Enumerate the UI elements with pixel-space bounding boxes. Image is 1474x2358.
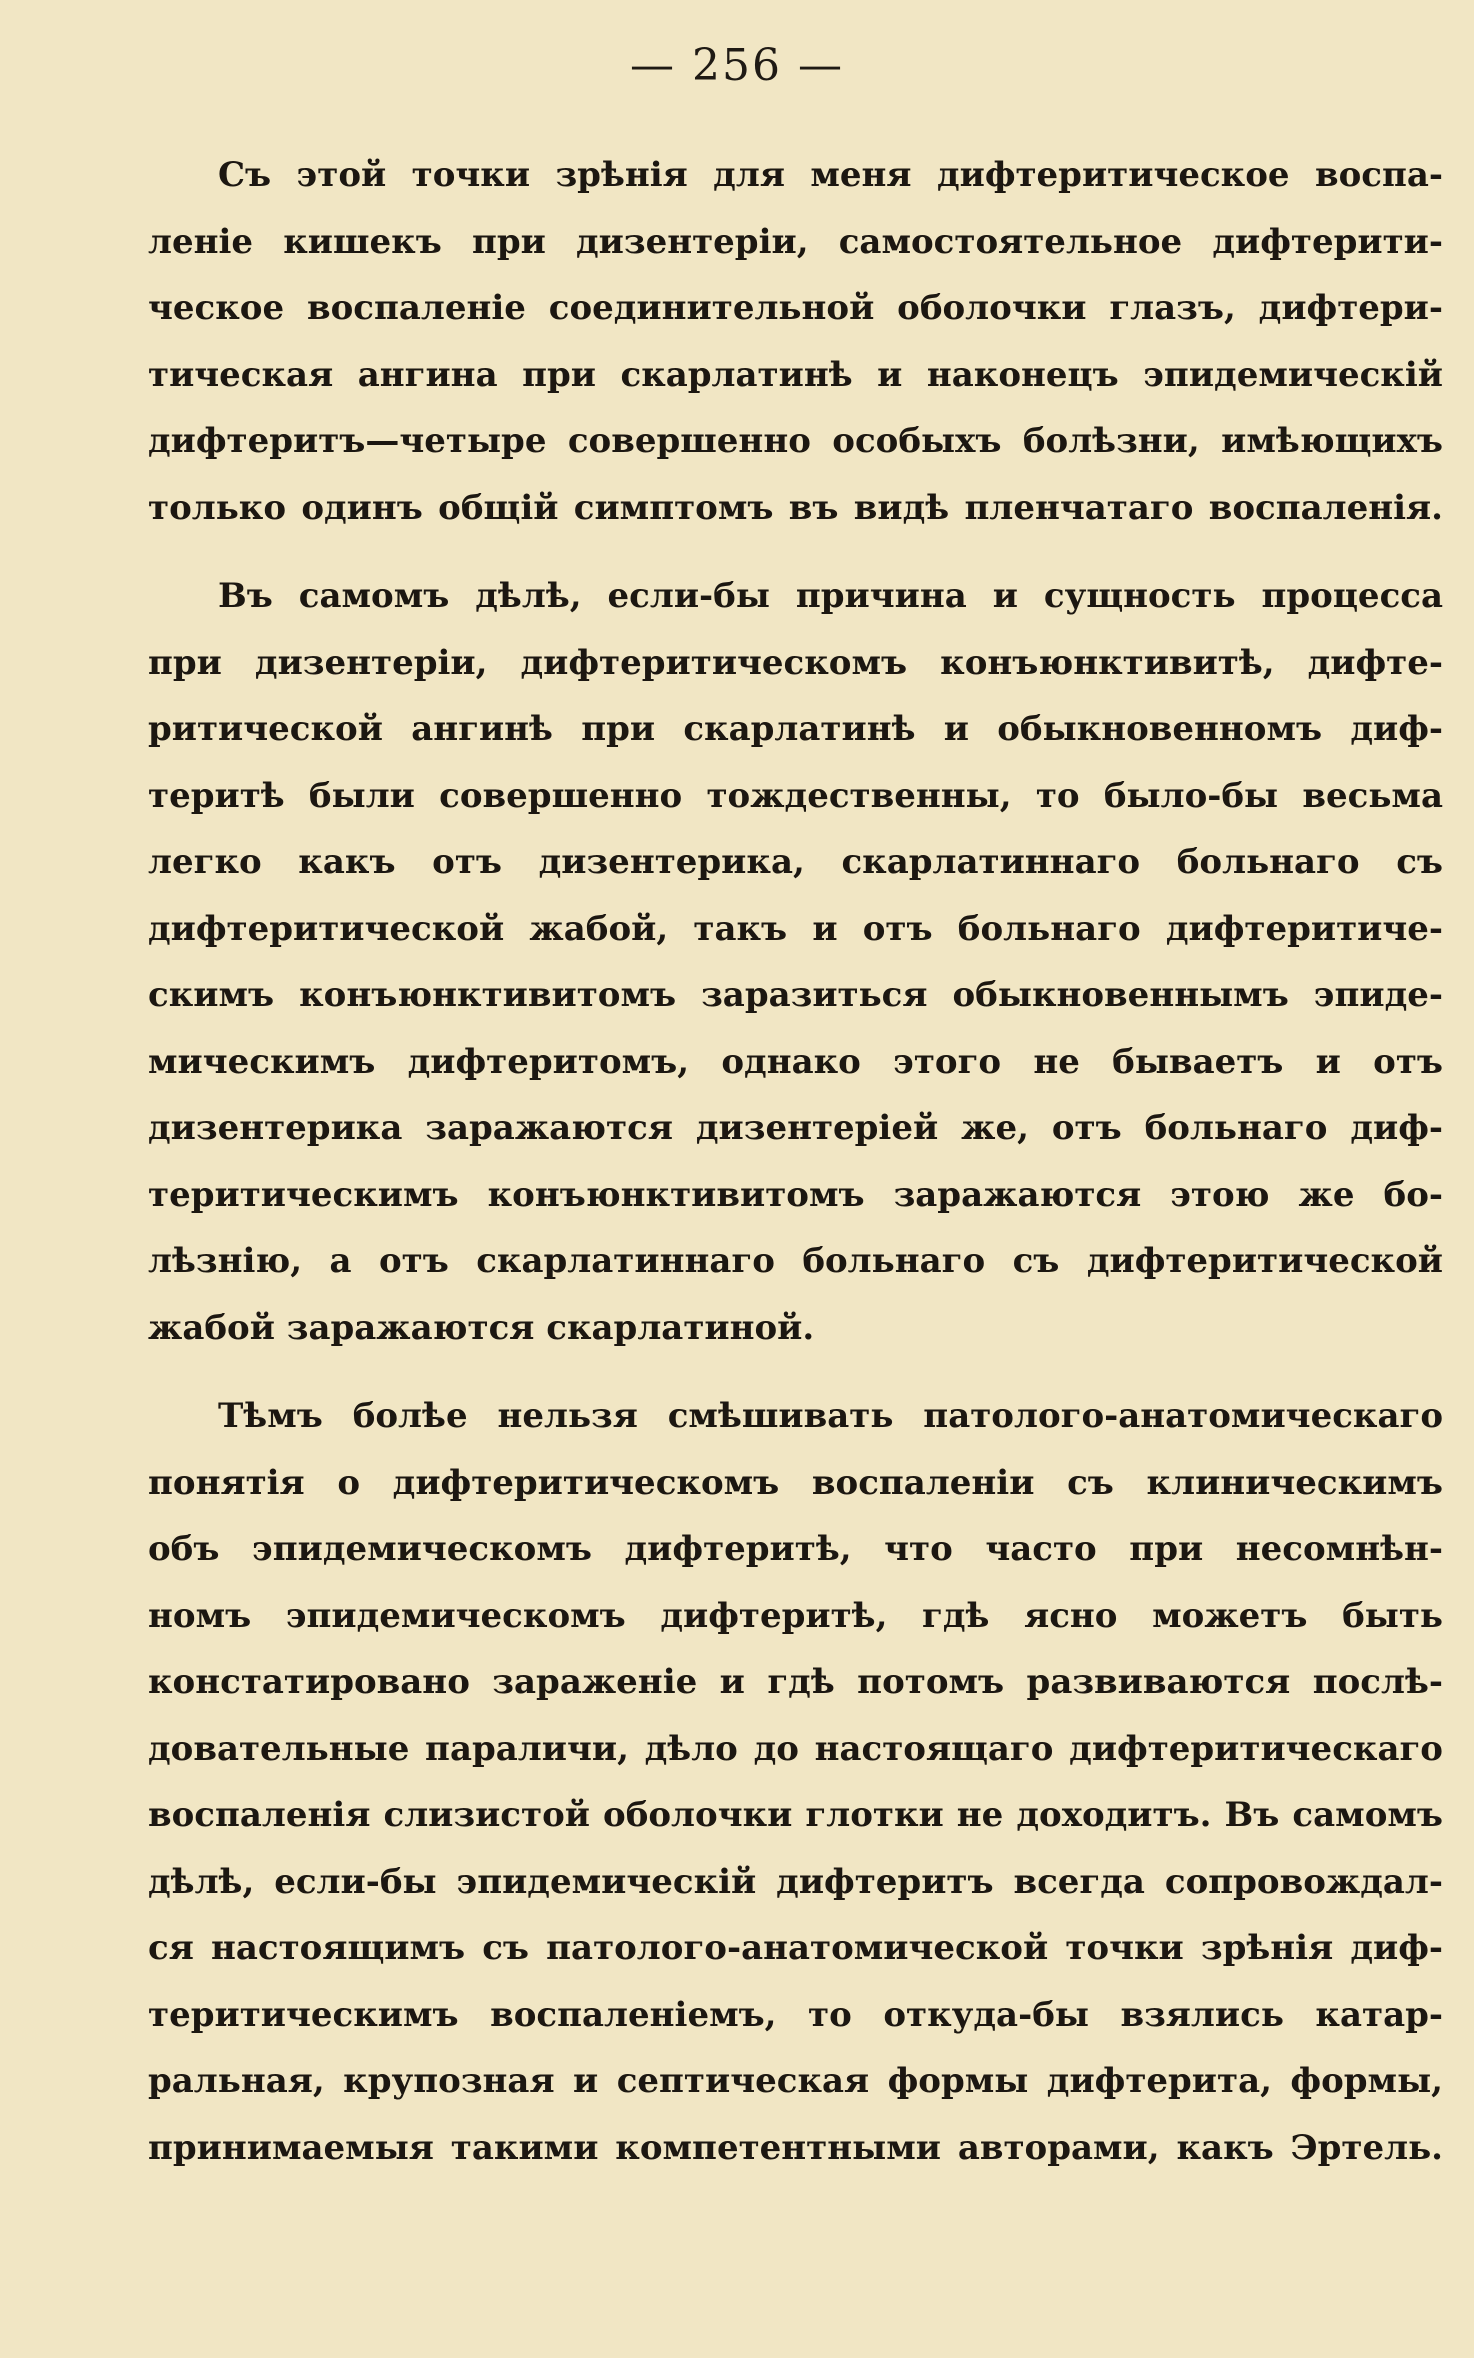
- text-line: теритѣ были совершенно тождественны, то было-бы весьма: [148, 775, 1443, 816]
- paragraph-1: [148, 142, 1443, 541]
- text-line: ческое воспаленіе соединительной оболочки глазъ, дифтери-: [148, 288, 1443, 328]
- text-line: дѣлѣ, если-бы эпидемическій дифтеритъ всегда сопровождал-: [148, 1861, 1443, 1902]
- text-line: лѣзнію, а отъ скарлатиннаго больнаго съ дифтеритической: [148, 1241, 1443, 1281]
- paragraph-2: [148, 563, 1443, 1361]
- text-line: объ эпидемическомъ дифтеритѣ, что часто при несомнѣн-: [148, 1529, 1443, 1569]
- text-line: воспаленія слизистой оболочки глотки не доходитъ. Въ самомъ: [148, 1795, 1443, 1835]
- text-line: мическимъ дифтеритомъ, однако этого не бываетъ и отъ: [148, 1041, 1443, 1082]
- text-line: ральная, крупозная и септическая формы дифтерита, формы,: [148, 2061, 1443, 2101]
- text-line: легко какъ отъ дизентерика, скарлатиннаго больнаго съ: [148, 842, 1443, 882]
- text-line: дифтеритъ—четыре совершенно особыхъ болѣзни, имѣющихъ: [148, 421, 1443, 461]
- text-line: номъ эпидемическомъ дифтеритѣ, гдѣ ясно можетъ быть: [148, 1595, 1443, 1636]
- body-text: [148, 142, 1443, 2181]
- text-line: дифтеритической жабой, такъ и отъ больнаго дифтеритиче-: [148, 908, 1443, 949]
- text-line: жабой заражаются скарлатиной.: [148, 1307, 815, 1348]
- page-number: — 256 —: [630, 40, 844, 91]
- text-line: тическая ангина при скарлатинѣ и наконецъ эпидемическій: [148, 354, 1443, 395]
- text-line: теритическимъ конъюнктивитомъ заражаются этою же бо-: [148, 1174, 1443, 1215]
- text-line: только одинъ общій симптомъ въ видѣ пленчатаго воспаленія.: [148, 487, 1443, 528]
- text-line: при дизентеріи, дифтеритическомъ конъюнктивитѣ, дифте-: [148, 642, 1443, 683]
- text-line: довательные параличи, дѣло до настоящаго дифтеритическаго: [148, 1728, 1443, 1769]
- text-line: принимаемыя такими компетентными авторами, какъ Эртель.: [148, 2127, 1443, 2168]
- text-line: ся настоящимъ съ патолого-анатомической точки зрѣнія диф-: [148, 1928, 1443, 1968]
- text-line: Въ самомъ дѣлѣ, если-бы причина и сущность процесса: [218, 576, 1443, 616]
- text-line: понятія о дифтеритическомъ воспаленіи съ клиническимъ: [148, 1462, 1443, 1503]
- text-line: Съ этой точки зрѣнія для меня дифтеритическое воспа-: [218, 155, 1443, 195]
- paragraph-3: [148, 1383, 1443, 2181]
- text-line: Тѣмъ болѣе нельзя смѣшивать патолого-анатомическаго: [218, 1396, 1443, 1436]
- text-line: скимъ конъюнктивитомъ заразиться обыкновеннымъ эпиде-: [148, 975, 1443, 1015]
- text-line: леніе кишекъ при дизентеріи, самостоятельное дифтерити-: [148, 221, 1443, 262]
- text-line: дизентерика заражаются дизентеріей же, отъ больнаго диф-: [148, 1108, 1443, 1148]
- text-line: констатировано зараженіе и гдѣ потомъ развиваются послѣ-: [148, 1662, 1443, 1702]
- text-line: ритической ангинѣ при скарлатинѣ и обыкновенномъ диф-: [148, 709, 1443, 749]
- text-line: теритическимъ воспаленіемъ, то откуда-бы взялись катар-: [148, 1994, 1443, 2035]
